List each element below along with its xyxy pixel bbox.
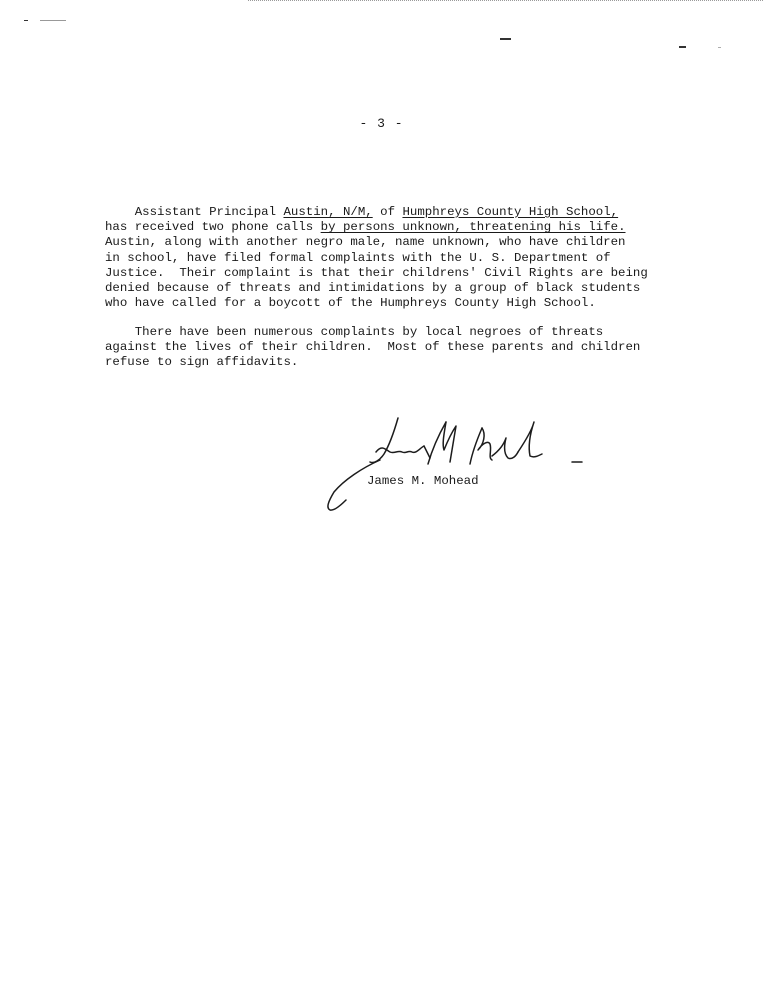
scan-speck xyxy=(679,46,686,48)
text-line: There have been numerous complaints by local negroes of threats xyxy=(105,325,604,339)
signer-name: James M. Mohead xyxy=(367,474,479,488)
scan-speck xyxy=(718,47,721,48)
text-line: denied because of threats and intimidations by a group of black students xyxy=(105,281,641,296)
paragraph-assistant-principal xyxy=(105,205,665,311)
underlined-school: Humphreys County High School, xyxy=(402,205,619,219)
handwritten-signature xyxy=(320,410,600,520)
scan-speck xyxy=(500,38,511,40)
text-line: Austin, along with another negro male, name unknown, who have children xyxy=(105,235,626,250)
paragraph-complaints xyxy=(105,325,665,371)
text-run: Assistant Principal xyxy=(105,205,284,219)
underlined-threat: by persons unknown, threatening his life. xyxy=(320,220,626,235)
text-line: Justice. Their complaint is that their childrens' Civil Rights are being xyxy=(105,265,648,280)
scan-speck xyxy=(40,20,66,21)
text-run: of xyxy=(372,205,403,219)
text-line: refuse to sign affidavits. xyxy=(105,355,299,370)
scan-edge-dots xyxy=(248,0,763,3)
scan-speck xyxy=(24,20,28,21)
text-line: against the lives of their children. Most of these parents and children xyxy=(105,340,641,355)
underlined-name: Austin, N/M, xyxy=(283,205,373,219)
page-number: - 3 - xyxy=(359,116,404,131)
text-line: in school, have filed formal complaints with the U. S. Department of xyxy=(105,250,611,265)
text-run: has received two phone calls xyxy=(105,220,321,235)
text-line: who have called for a boycott of the Humphreys County High School. xyxy=(105,296,596,311)
